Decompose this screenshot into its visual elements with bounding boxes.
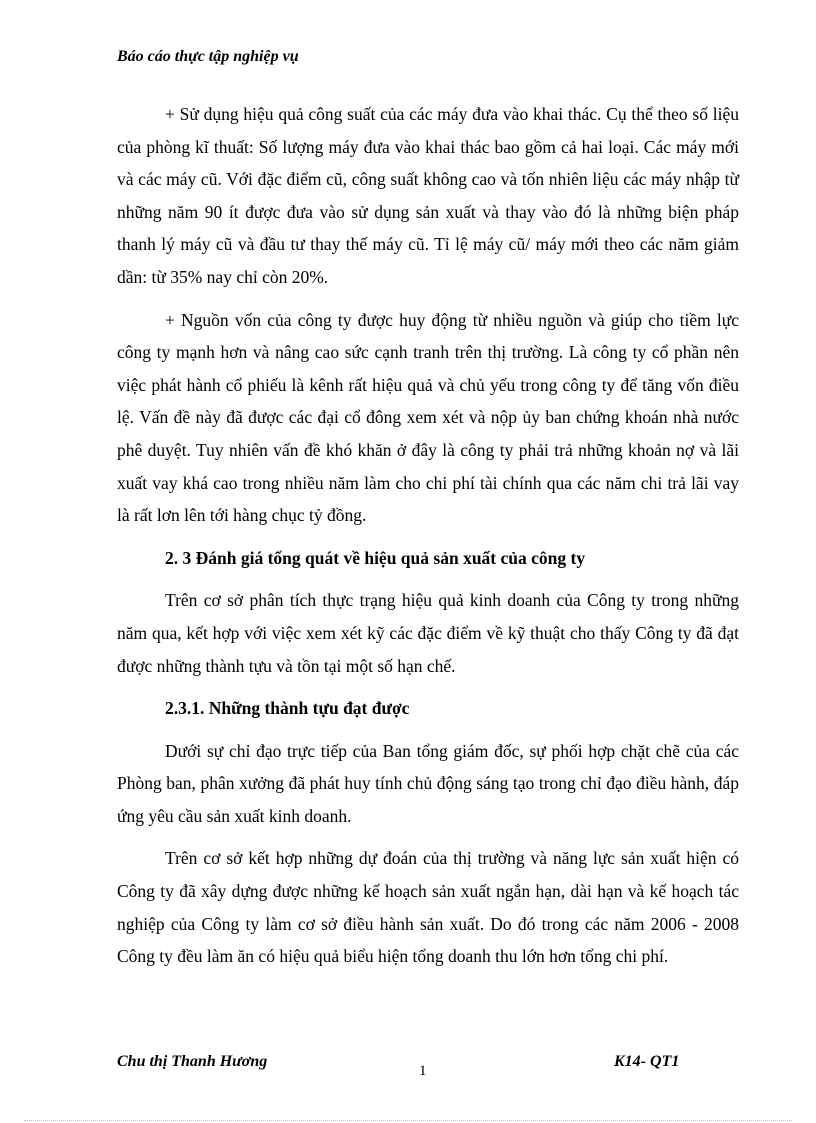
- page-bottom-divider: [24, 1120, 792, 1121]
- running-header: Báo cáo thực tập nghiệp vụ: [117, 48, 299, 65]
- footer-author: Chu thị Thanh Hương: [117, 1053, 268, 1070]
- page-body: [117, 98, 739, 983]
- section-heading: 2. 3 Đánh giá tổng quát về hiệu quả sản xuất của công ty: [165, 547, 586, 568]
- body-paragraph-machine-capacity: + Sử dụng hiệu quả công suất của các máy đưa vào khai thác. Cụ thể theo số liệu của phòng kĩ thuất: Số lượng máy đưa vào khai thác bao gồm cả hai loại. Các máy mới và các máy cũ. Với đặc điểm cũ, công suất không cao và tốn nhiên liệu các máy nhập từ những năm 90 ít được đưa vào sử dụng sản xuất và thay vào đó là những biện pháp thanh lý máy cũ và đầu tư thay thế máy cũ. Tỉ lệ máy cũ/ máy mới theo các năm giảm dần: từ 35% nay chỉ còn 20%.: [117, 104, 739, 287]
- subsection-heading: 2.3.1. Những thành tựu đạt được: [165, 698, 410, 719]
- achievement-paragraph-planning: Trên cơ sở kết hợp những dự đoán của thị trường và năng lực sản xuất hiện có Công ty đã xây dựng được những kế hoạch sản xuất ngắn hạn, dài hạn và kế hoạch tác nghiệp của Công ty làm cơ sở điều hành sản xuất. Do đó trong các năm 2006 - 2008 Công ty đều làm ăn có hiệu quả biểu hiện tổng doanh thu lớn hơn tổng chi phí.: [117, 848, 739, 967]
- footer-class-code: K14- QT1: [614, 1053, 680, 1070]
- section-intro-paragraph: Trên cơ sở phân tích thực trạng hiệu quả kinh doanh của Công ty trong những năm qua, kết hợp với việc xem xét kỹ các đặc điểm về kỹ thuật cho thấy Công ty đã đạt được những thành tựu và tồn tại một số hạn chế.: [117, 590, 739, 676]
- page-number: 1: [419, 1063, 427, 1079]
- achievement-paragraph-leadership: Dưới sự chỉ đạo trực tiếp của Ban tổng giám đốc, sự phối hợp chặt chẽ của các Phòng ban, phân xưởng đã phát huy tính chủ động sáng tạo trong chỉ đạo điều hành, đáp ứng yêu cầu sản xuất kinh doanh.: [117, 740, 739, 826]
- body-paragraph-capital-sources: + Nguồn vốn của công ty được huy động từ nhiều nguồn và giúp cho tiềm lực công ty mạnh hơn và nâng cao sức cạnh tranh trên thị trường. Là công ty cổ phần nên việc phát hành cổ phiếu là kênh rất hiệu quả và chủ yếu trong công ty để tăng vốn điều lệ. Vấn đề này đã được các đại cổ đông xem xét và nộp ủy ban chứng khoán nhà nước phê duyệt. Tuy nhiên vấn đề khó khăn ở đây là công ty phải trả những khoản nợ và lãi xuất vay khá cao trong nhiều năm làm cho chi phí tài chính qua các năm chi trả lãi vay là rất lơn lên tới hàng chục tỷ đồng.: [117, 309, 739, 526]
